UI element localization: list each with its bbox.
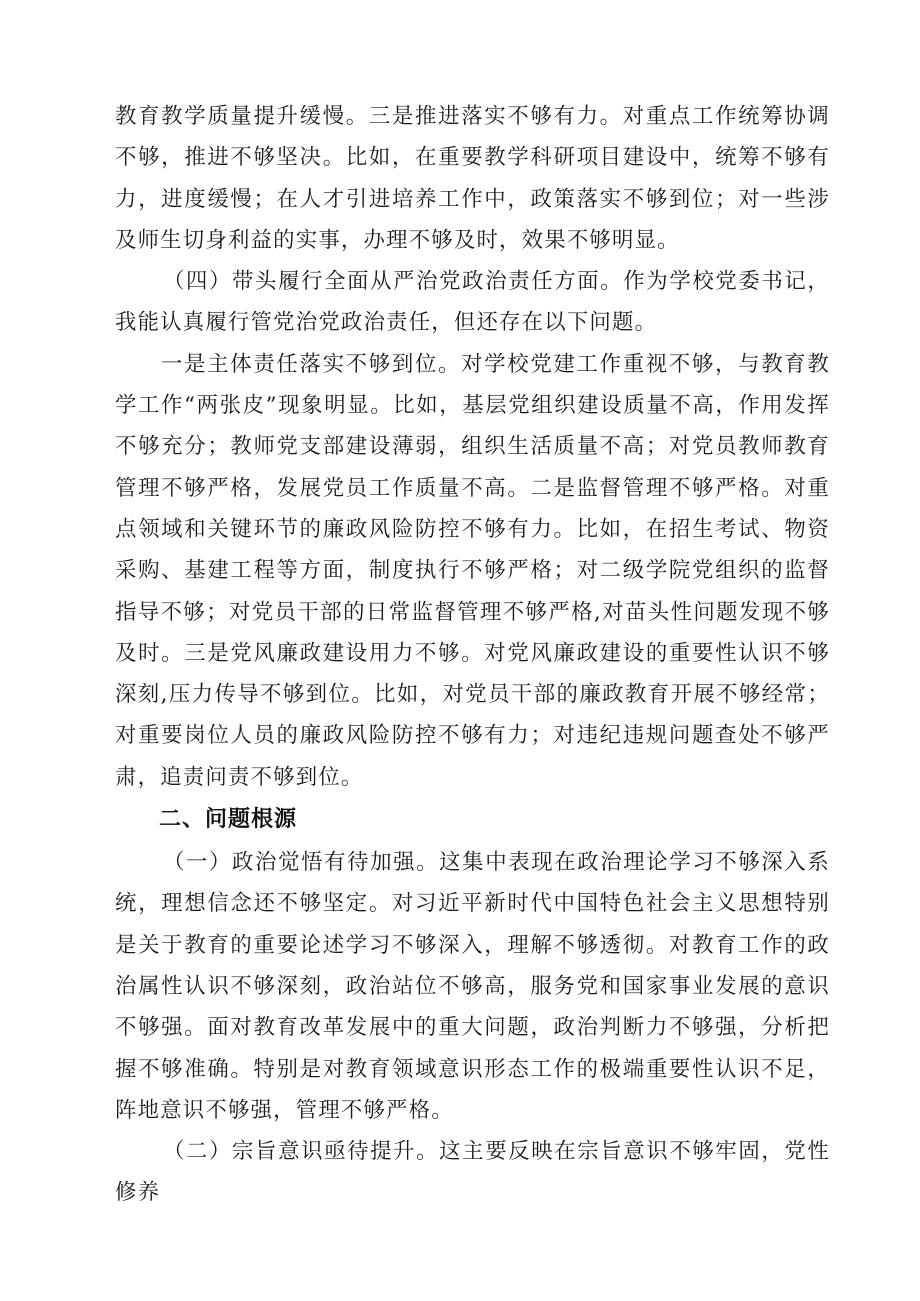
paragraph-responsibility-issues: 一是主体责任落实不够到位。对学校党建工作重视不够，与教育教学工作“两张皮”现象明显。比如，基层党组织建设质量不高，作用发挥不够充分；教师党支部建设薄弱，组织生活质量不高；对党员教师教育管理不够严格，发展党员工作质量不高。二是监督管理不够严格。对重点领域和关键环节的廉政风险防控不够有力。比如，在招生考试、物资采购、基建工程等方面，制度执行不够严格；对二级学院党组织的监督指导不够；对党员干部的日常监督管理不够严格,对苗头性问题发现不够及时。三是党风廉政建设用力不够。对党风廉政建设的重要性认识不够深刻,压力传导不够到位。比如，对党员干部的廉政教育开展不够经常；对重要岗位人员的廉政风险防控不够有力；对违纪违规问题查处不够严肃，追责问责不够到位。 [115,351,830,790]
paragraph-political-awareness: （一）政治觉悟有待加强。这集中表现在政治理论学习不够深入系统，理想信念还不够坚定。对习近平新时代中国特色社会主义思想特别是关于教育的重要论述学习不够深入，理解不够透彻。对教育工作的政治属性认识不够深刻，政治站位不够高，服务党和国家事业发展的意识不够强。面对教育改革发展中的重大问题，政治判断力不够强，分析把握不够准确。特别是对教育领域意识形态工作的极端重要性认识不足，阵地意识不够强，管理不够严格。 [115,850,830,1123]
paragraph-purpose-awareness: （二）宗旨意识亟待提升。这主要反映在宗旨意识不够牢固，党性修养 [115,1139,830,1206]
section-heading-root-causes: 二、问题根源 [159,807,298,833]
paragraph-section-four-intro: （四）带头履行全面从严治党政治责任方面。作为学校党委书记，我能认真履行管党治党政治责任，但还存在以下问题。 [115,269,830,336]
paragraph-quality-progress: 教育教学质量提升缓慢。三是推进落实不够有力。对重点工作统筹协调不够，推进不够坚决。比如，在重要教学科研项目建设中，统筹不够有力，进度缓慢；在人才引进培养工作中，政策落实不够到位；对一些涉及师生切身利益的实事，办理不够及时，效果不够明显。 [115,104,830,253]
document-body [115,96,830,1214]
